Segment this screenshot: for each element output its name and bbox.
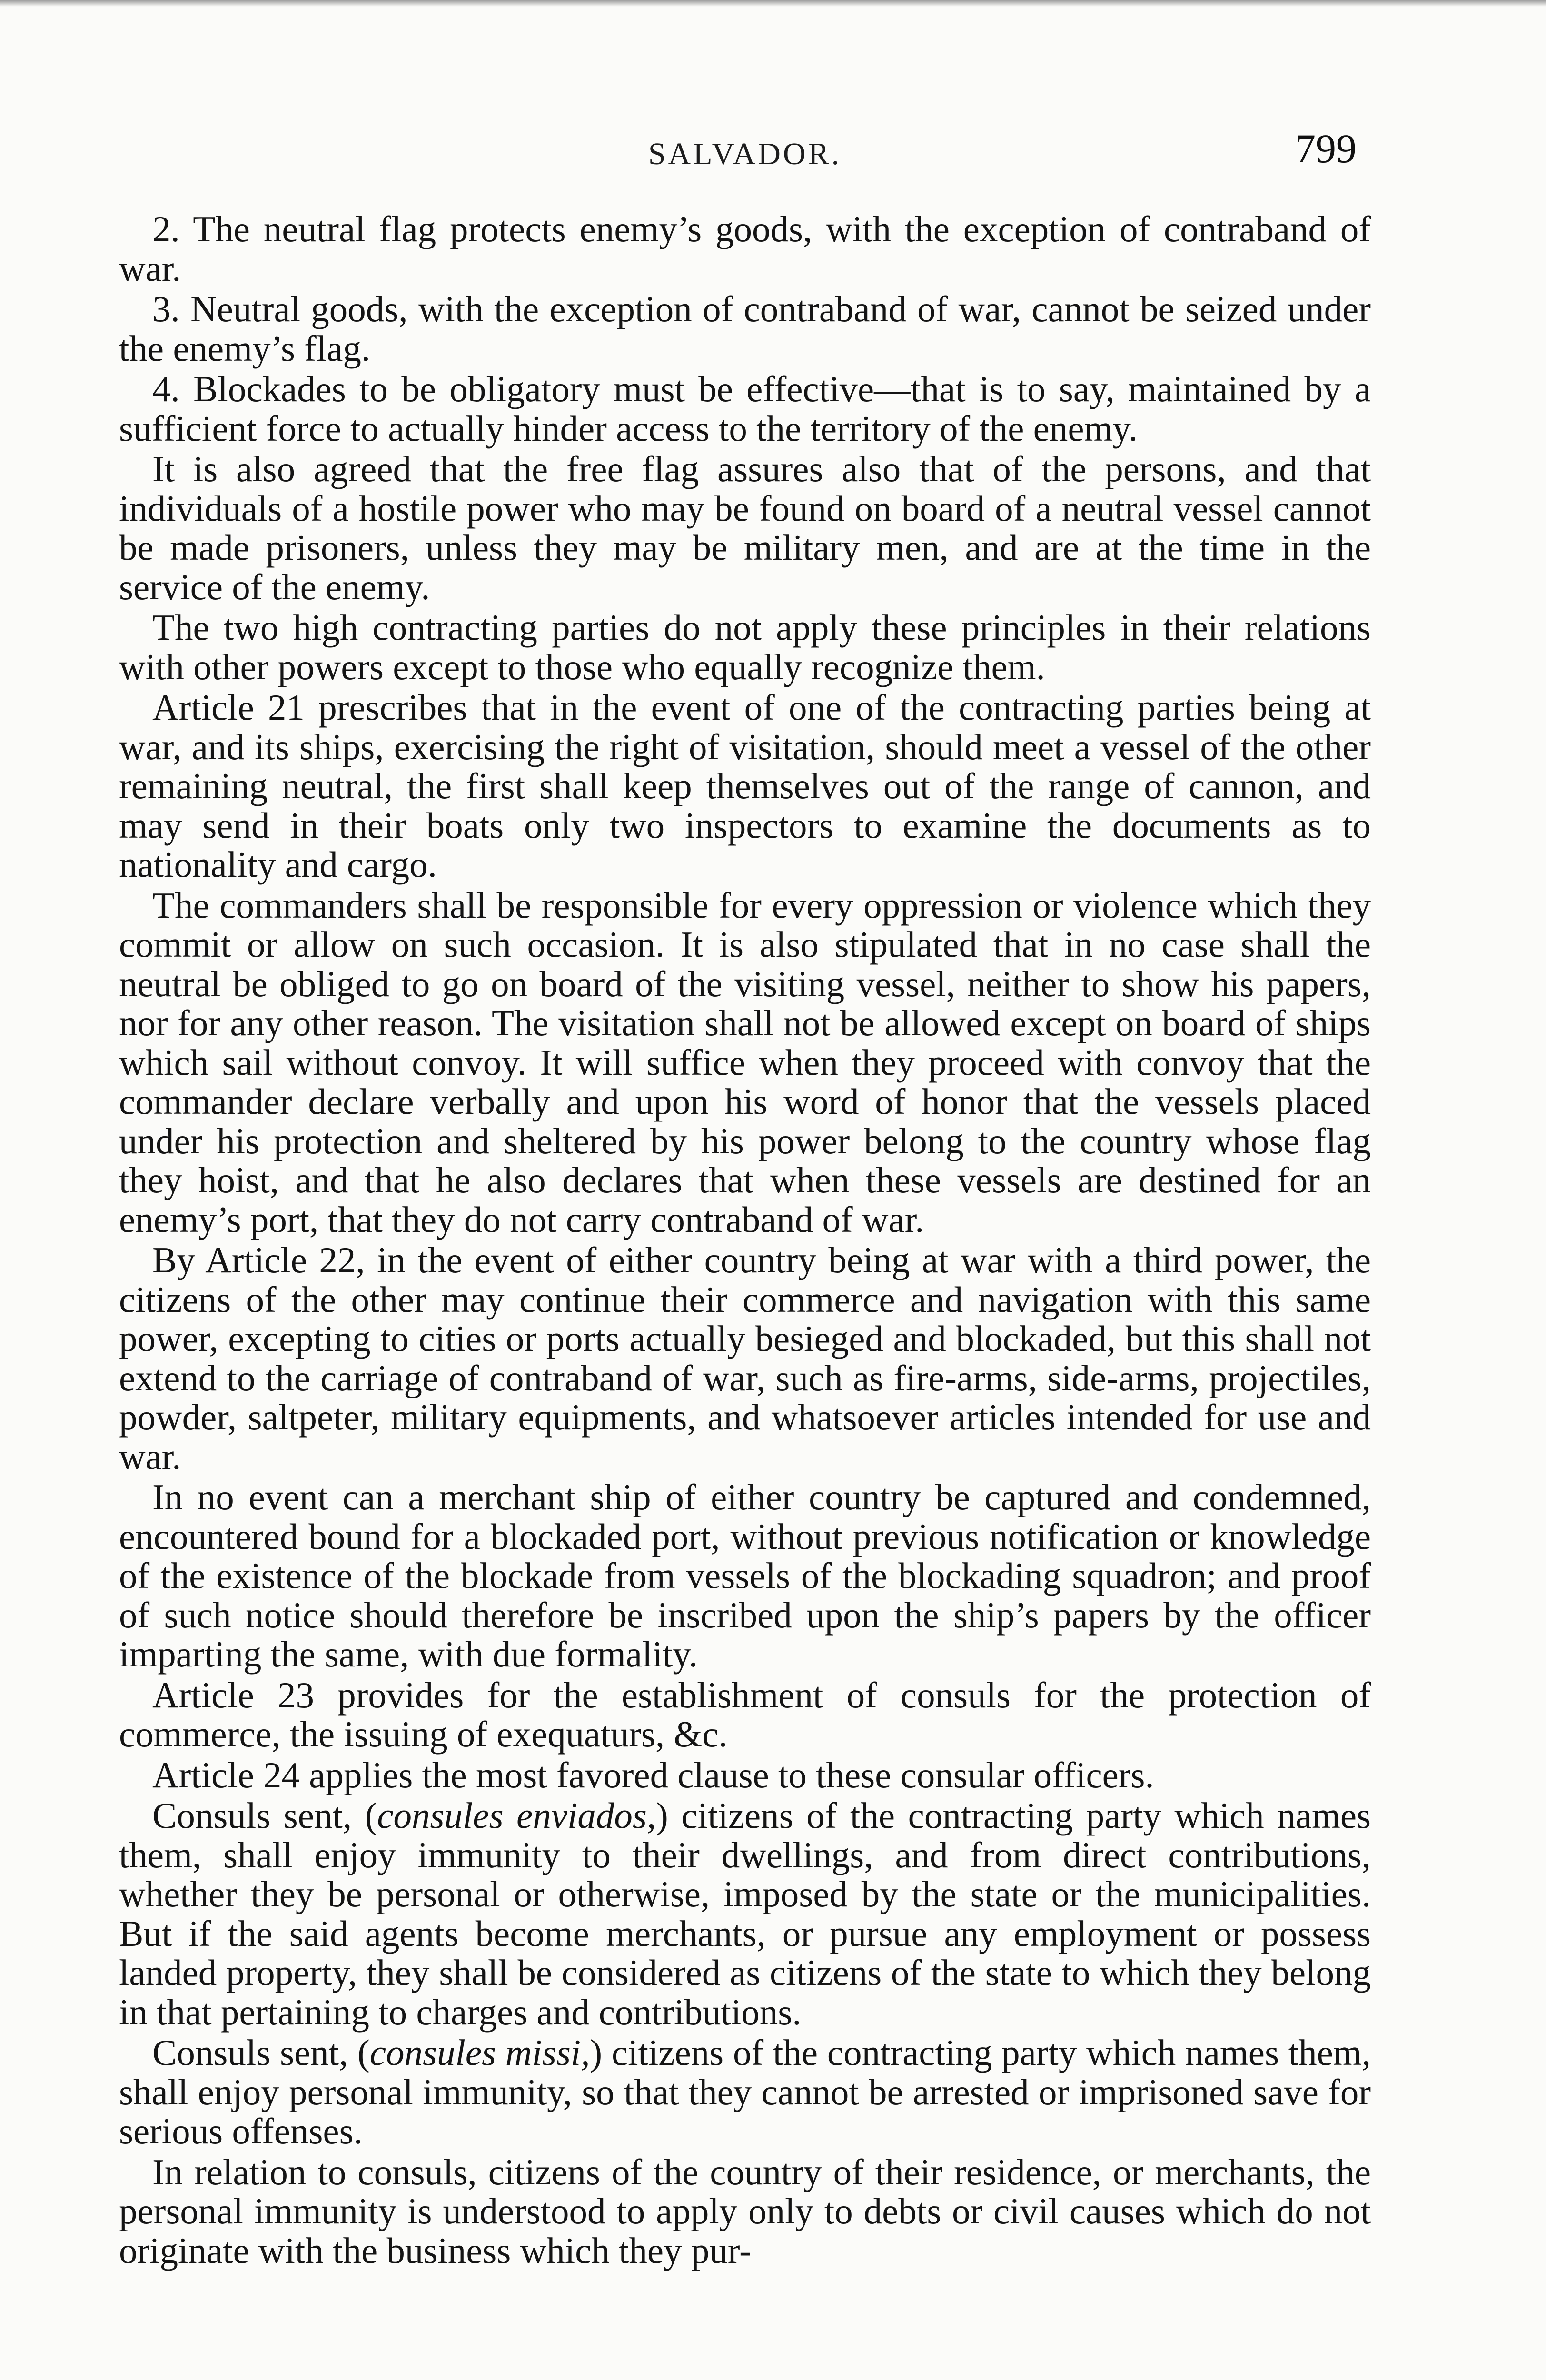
- paragraph: 2. The neutral flag protects enemy’s goods, with the exception of contraband of war.: [119, 208, 1371, 289]
- paragraph-text: Consuls sent, (: [152, 1795, 377, 1836]
- paragraph: [119, 1796, 1371, 2032]
- running-head: SALVADOR.: [648, 137, 842, 171]
- paragraph: The commanders shall be responsible for every oppression or violence which they commit or allow on such occasion. It is also stipulated that in no case shall the neutral be obliged to go on board of the visiting vessel, neither to show his papers, nor for any other reason. The visitation shall not be allowed except on board of ships which sail without convoy. It will suffice when they proceed with convoy that the commander declare verbally and upon his word of honor that the vessels placed under his protection and sheltered by his power belong to the country whose flag they hoist, and that he also declares that when these vessels are destined for an enemy’s port, that they do not carry contraband of war.: [119, 884, 1371, 1240]
- paragraph: By Article 22, in the event of either country being at war with a third power, the citizens of the other may continue their commerce and navigation with this same power, excepting to cities or ports actually besieged and blockaded, but this shall not extend to the carriage of contraband of war, such as fire-arms, side-arms, projectiles, powder, saltpeter, military equipments, and whatsoever articles intended for use and war.: [119, 1240, 1371, 1477]
- paragraph: In relation to consuls, citizens of the country of their residence, or merchants, the personal immunity is understood to apply only to debts or civil causes which do not originate with the business which they pur-: [119, 2151, 1371, 2271]
- page-header: [119, 125, 1371, 177]
- paragraph: Article 24 applies the most favored clause to these consular officers.: [152, 1754, 1154, 1795]
- paragraph-text: ) citizens of the contracting party which names them, shall enjoy personal immunity, so that they cannot be arrested or imprisoned save for serious offenses.: [119, 2032, 1371, 2152]
- paragraph: The two high contracting parties do not apply these principles in their relations with other powers except to those who equally recognize them.: [119, 607, 1371, 687]
- page-top-edge: [0, 0, 1546, 7]
- paragraph: [119, 2033, 1371, 2151]
- paragraph-text: Consuls sent, (: [152, 2032, 370, 2073]
- paragraph: In no event can a merchant ship of either country be captured and condemned, encountered bound for a blockaded port, without previous notification or knowledge of the existence of the blockade from vessels of the blockading squadron; and proof of such notice should therefore be inscribed upon the ship’s papers by the officer imparting the same, with due formality.: [119, 1477, 1371, 1675]
- italic-term: consules missi,: [369, 2032, 590, 2073]
- paragraph: It is also agreed that the free flag assures also that of the persons, and that individuals of a hostile power who may be found on board of a neutral vessel cannot be made prisoners, unless they may be military men, and are at the time in the service of the enemy.: [119, 448, 1371, 607]
- body-text: [119, 209, 1371, 2270]
- paragraph: Article 23 provides for the establishment of consuls for the protection of commerce, the issuing of exequaturs, &c.: [119, 1674, 1371, 1755]
- paragraph: 4. Blockades to be obligatory must be effective—that is to say, maintained by a sufficient force to actually hinder access to the territory of the enemy.: [119, 368, 1371, 449]
- paragraph-text: ) citizens of the contracting party which names them, shall enjoy immunity to their dwellings, and from direct contributions, whether they be personal or otherwise, imposed by the state or the municipalities. But if the said agents become merchants, or pursue any employment or possess landed property, they shall be considered as citizens of the state to which they belong in that pertaining to charges and contributions.: [119, 1795, 1371, 2033]
- paragraph: Article 21 prescribes that in the event of one of the contracting parties being at war, and its ships, exercising the right of visitation, should meet a vessel of the other remaining neutral, the first shall keep themselves out of the range of cannon, and may send in their boats only two inspectors to examine the documents as to nationality and cargo.: [119, 687, 1371, 885]
- page-number: 799: [1295, 126, 1357, 171]
- paragraph: 3. Neutral goods, with the exception of contraband of war, cannot be seized under the enemy’s flag.: [119, 288, 1371, 369]
- italic-term: consules enviados,: [377, 1795, 656, 1836]
